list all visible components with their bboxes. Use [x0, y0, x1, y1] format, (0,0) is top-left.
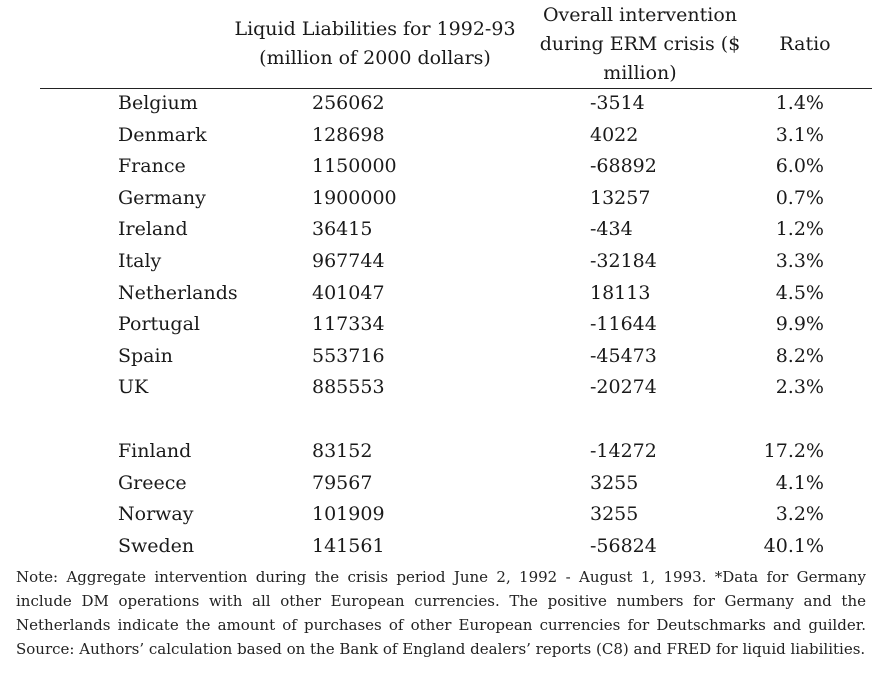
- liquid-liabilities-cell: 83152: [312, 440, 373, 462]
- header-intervention-line2: during ERM crisis ($: [539, 33, 741, 55]
- liquid-liabilities-cell: 141561: [312, 534, 385, 557]
- ratio-cell: 4.5%: [775, 281, 824, 304]
- table-row: [0, 151, 878, 181]
- table-row: [0, 214, 878, 244]
- liquid-liabilities-cell: 117334: [312, 313, 385, 336]
- ratio-cell: 8.2%: [775, 344, 824, 367]
- intervention-cell: -434: [590, 218, 633, 241]
- intervention-cell: 18113: [590, 281, 651, 304]
- country-cell: Netherlands: [118, 281, 238, 304]
- ratio-cell: 1.4%: [775, 92, 824, 114]
- country-cell: France: [118, 155, 186, 178]
- ratio-cell: 3.2%: [775, 503, 824, 526]
- table-row: [0, 341, 878, 371]
- ratio-cell: 3.3%: [775, 250, 824, 272]
- header-liquid-liabilities-line2: (million of 2000 dollars): [259, 47, 491, 69]
- ratio-cell: 0.7%: [775, 186, 824, 209]
- table-row: [0, 309, 878, 339]
- header-liquid-liabilities-line1: Liquid Liabilities for 1992-93: [234, 18, 516, 40]
- country-cell: Belgium: [118, 92, 198, 114]
- liquid-liabilities-cell: 36415: [312, 218, 373, 241]
- intervention-cell: 3255: [590, 503, 639, 526]
- table-row: [0, 499, 878, 529]
- liquid-liabilities-cell: 885553: [312, 376, 385, 399]
- ratio-cell: 1.2%: [775, 218, 824, 241]
- country-cell: Portugal: [118, 313, 200, 336]
- table-note: Note: Aggregate intervention during the crisis period June 2, 1992 - August 1, 1993. *Data for Germany include DM operations with all other European currencies. The positive numbers for Germany and the Netherlands indicate the amount of purchases of other European currencies for Deutschmarks and guilder. Source: Authors’ calculation based on the Bank of England dealers’ reports (C8) and FRED for liquid liabilities.: [16, 568, 866, 658]
- table-row: [0, 183, 878, 213]
- liquid-liabilities-cell: 128698: [312, 123, 385, 146]
- header-intervention: [530, 1, 750, 88]
- ratio-cell: 4.1%: [775, 471, 824, 494]
- table-row: [0, 468, 878, 498]
- country-cell: Finland: [118, 440, 192, 462]
- country-cell: Denmark: [118, 123, 207, 146]
- country-cell: Spain: [118, 344, 173, 367]
- country-cell: UK: [118, 376, 149, 399]
- intervention-cell: -68892: [590, 155, 657, 178]
- table-row: [0, 278, 878, 308]
- country-cell: Sweden: [118, 534, 195, 557]
- country-cell: Norway: [118, 503, 194, 526]
- table-row: [0, 246, 878, 276]
- table-row: [0, 436, 878, 466]
- ratio-cell: 2.3%: [775, 376, 824, 399]
- header-liquid-liabilities: [230, 15, 520, 73]
- ratio-cell: 9.9%: [775, 313, 824, 336]
- country-cell: Greece: [118, 471, 187, 494]
- country-cell: Germany: [118, 186, 206, 209]
- intervention-cell: 4022: [590, 123, 639, 146]
- ratio-cell: 6.0%: [775, 155, 824, 178]
- header-ratio: [760, 30, 850, 59]
- intervention-cell: -45473: [590, 344, 657, 367]
- liquid-liabilities-cell: 101909: [312, 503, 385, 526]
- header-intervention-line1: Overall intervention: [542, 4, 738, 26]
- liquid-liabilities-cell: 553716: [312, 344, 385, 367]
- intervention-cell: -14272: [590, 440, 657, 462]
- country-cell: Ireland: [118, 218, 188, 241]
- intervention-cell: 3255: [590, 471, 639, 494]
- intervention-cell: 13257: [590, 186, 651, 209]
- intervention-cell: -56824: [590, 534, 657, 557]
- intervention-cell: -32184: [590, 250, 657, 272]
- liquid-liabilities-cell: 1150000: [312, 155, 397, 178]
- header-intervention-line3: million): [603, 62, 677, 84]
- liquid-liabilities-cell: 256062: [312, 92, 385, 114]
- ratio-cell: 3.1%: [775, 123, 824, 146]
- liquid-liabilities-cell: 79567: [312, 471, 373, 494]
- country-cell: Italy: [118, 250, 162, 272]
- liquid-liabilities-cell: 401047: [312, 281, 385, 304]
- table-row: [0, 88, 878, 118]
- intervention-cell: -11644: [590, 313, 657, 336]
- liquid-liabilities-cell: 967744: [312, 250, 385, 272]
- intervention-cell: -3514: [590, 92, 645, 114]
- ratio-cell: 40.1%: [763, 534, 824, 557]
- table-row: [0, 120, 878, 150]
- ratio-cell: 17.2%: [763, 440, 824, 462]
- intervention-cell: -20274: [590, 376, 657, 399]
- header-ratio-label: Ratio: [779, 33, 831, 55]
- table-row: [0, 372, 878, 402]
- table-row: [0, 531, 878, 561]
- liquid-liabilities-cell: 1900000: [312, 186, 397, 209]
